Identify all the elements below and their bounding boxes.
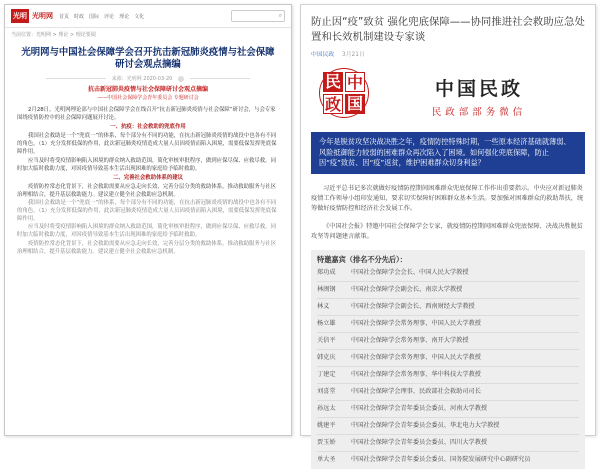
- share-icon[interactable]: [178, 76, 184, 82]
- expert-role: 中国社会保障学会理事、民政部社会救助司司长: [351, 387, 481, 395]
- expert-name: 单大圣: [317, 455, 336, 463]
- expert-row: [317, 336, 579, 346]
- expert-row: [317, 353, 579, 363]
- divider: [317, 451, 579, 452]
- site-logo-mark: 光明: [11, 9, 29, 23]
- expert-role: 中国社会保障学会青年委员会委员、河南大学教授: [351, 404, 488, 412]
- site-name: 光明网: [32, 12, 53, 20]
- divider: [190, 78, 250, 79]
- experts-card: [311, 250, 585, 469]
- section-heading: 一、抗疫：社会救助的兜底作用: [110, 124, 186, 131]
- divider: [317, 366, 579, 367]
- divider: [317, 400, 579, 401]
- expert-row: [317, 404, 579, 414]
- expert-name: 林闽钢: [317, 285, 336, 293]
- divider: [317, 349, 579, 350]
- site-nav: [59, 13, 144, 20]
- divider: [317, 332, 579, 333]
- expert-role: 中国社会保障学会常务理事、南开大学教授: [351, 336, 469, 344]
- source-link[interactable]: 中国民政: [311, 52, 335, 58]
- expert-name: 贾玉娇: [317, 438, 336, 446]
- nav-item[interactable]: 理论: [119, 13, 130, 20]
- expert-row: [317, 421, 579, 431]
- paragraph: 我国社会救助是一个“兜底一”的体系，每个部分有不同的功能，在抗击新冠肺炎疫情的战役中也各有不同的角色。（1）充分发挥低保的作用，此次新冠肺炎疫情造成大量人员因疫情而陷入困境，需要低保发挥兜底保障作用。: [17, 133, 277, 156]
- seal-char: 政: [324, 95, 341, 114]
- expert-name: 郑功成: [317, 268, 336, 276]
- masthead-text: [373, 74, 585, 118]
- expert-role: 中国社会保障学会常务理事、中国人民大学教授: [351, 319, 481, 327]
- divider: [46, 78, 106, 79]
- lead-subheading: ——中国社会保障学会青年委员会 专题研讨会: [97, 95, 199, 101]
- article-title: 防止因“疫”致贫 强化兜底保障——协同推进社会救助应急处置和长效机制建设专家谈: [311, 16, 585, 43]
- expert-row: [317, 302, 579, 312]
- nav-item[interactable]: 评论: [104, 13, 115, 20]
- paragraph: 《中国社会报》特邀中国社会保障学会专家，就疫情防控期间困难群众兜底保障、决战决胜脱贫攻坚等问题建言献策。: [311, 222, 583, 240]
- paragraph: 应当及时将受疫情影响陷入困境的群众纳入救助范围，简化审核审批程序，做到应保尽保、应救尽救。同时加大临时救助力度，对因疫情导致基本生活出现困难的家庭给予临时救助。: [17, 157, 276, 172]
- expert-name: 姚建平: [317, 421, 336, 429]
- masthead-name: 中国民政: [434, 78, 523, 100]
- experts-title: 特邀嘉宾（排名不分先后）：: [317, 254, 407, 264]
- divider: [317, 281, 579, 282]
- expert-role: 中国社会保障学会常务理事、华中科技大学教授: [351, 370, 481, 378]
- article-meta: [13, 75, 283, 82]
- expert-name: 刘喜堂: [317, 387, 336, 395]
- expert-name: 孙远太: [317, 404, 336, 412]
- masthead-banner: [311, 64, 585, 128]
- breadcrumb: 当前位置：光明网 > 理论 > 理论要闻: [11, 32, 96, 38]
- article-meta: [311, 49, 585, 58]
- expert-row: [317, 319, 579, 329]
- article-body: [17, 106, 279, 256]
- article-body: [311, 184, 585, 242]
- seal-char: 中: [346, 73, 363, 92]
- publish-date: 3月21日: [342, 52, 365, 58]
- paragraph: 疫情防控常态化背景下，社会救助需要从应急走向长效，完善分层分类的救助体系，推动救助服务与社区治理相结合，提升基层救助能力。建议建立健全社会救助应急机制。: [17, 183, 276, 198]
- nav-item[interactable]: 文化: [134, 13, 145, 20]
- paragraph: 习近平总书记多次就做好疫情防控期间困难群众兜底保障工作作出重要指示。中央应对新冠肺炎疫情工作领导小组印发通知，要求切实保障好困难群众基本生活。要加强对困难群众的救助帮扶，统筹做好疫情防控和经济社会发展工作。: [311, 184, 584, 212]
- expert-row: [317, 387, 579, 397]
- expert-role: 中国社会保障学会会长、中国人民大学教授: [351, 268, 469, 276]
- expert-role: 中国社会保障学会副会长、南京大学教授: [351, 285, 463, 293]
- divider: [317, 298, 579, 299]
- seal-char: 民: [324, 72, 341, 91]
- nav-item[interactable]: 首页: [59, 13, 70, 20]
- divider: [317, 417, 579, 418]
- lead-heading: 抗击新冠肺炎疫情与社会保障研讨会观点摘编: [87, 86, 208, 93]
- expert-role: 中国社会保障学会常务理事、中国人民大学教授: [351, 353, 481, 361]
- article-source-date: 来源：光明网 2020-03-20: [111, 76, 173, 82]
- expert-name: 丁建定: [317, 370, 336, 378]
- expert-name: 韩克庆: [317, 353, 336, 361]
- expert-row: [317, 285, 579, 295]
- section-heading: 二、完善社会救助体系的建议: [112, 174, 184, 181]
- seal-char: 国: [346, 94, 363, 113]
- article-title: 光明网与中国社会保障学会召开抗击新冠肺炎疫情与社会保障研讨会观点摘编: [21, 47, 275, 70]
- masthead-subtitle: 民政部部务微信: [431, 107, 527, 118]
- expert-name: 杨立雄: [317, 319, 336, 327]
- divider: [317, 383, 579, 384]
- paragraph: 2月28日，光明网理论部与中国社会保障学会在线召开“抗击新冠肺炎疫情与社会保障”研讨会，与会专家围绕疫情防控中的社会保障问题展开讨论。: [17, 107, 276, 122]
- search-input[interactable]: [231, 10, 285, 22]
- expert-row: [317, 268, 579, 278]
- paragraph: 应当及时将受疫情影响陷入困境的群众纳入救助范围，简化审核审批程序，做到应保尽保、应救尽救。同时加大临时救助力度，对因疫情导致基本生活出现困难的家庭给予临时救助。: [17, 224, 276, 239]
- site-logo[interactable]: [11, 9, 53, 23]
- expert-row: [317, 370, 579, 380]
- expert-row: [317, 438, 579, 448]
- intro-banner: 今年是脱贫攻坚决战决胜之年，疫情防控特殊时期，一些原本经济基础就薄弱、风险抵御能力较弱的困难群众再次陷入了困境。如何强化兜底保障，防止因“疫”致贫、因“疫”返贫，维护困难群众切身利益？: [311, 132, 585, 174]
- expert-role: 中国社会保障学会副会长、西南财经大学教授: [351, 302, 475, 310]
- expert-role: 中国社会保障学会青年委员会委员、四川大学教授: [351, 438, 488, 446]
- paragraph: 疫情防控常态化背景下，社会救助需要从应急走向长效，完善分层分类的救助体系，推动救助服务与社区治理相结合，提升基层救助能力。建议建立健全社会救助应急机制。: [17, 240, 276, 255]
- expert-role: 中国社会保障学会青年委员会委员、国务院发展研究中心副研究员: [351, 455, 531, 463]
- expert-role: 中国社会保障学会青年委员会委员、华北电力大学教授: [351, 421, 500, 429]
- site-header: [5, 5, 291, 28]
- right-article-screenshot: [300, 4, 596, 463]
- nav-item[interactable]: 国际: [89, 13, 100, 20]
- paragraph: 我国社会救助是一个“兜底一”的体系，每个部分有不同的功能，在抗击新冠肺炎疫情的战役中也各有不同的角色。（1）充分发挥低保的作用，此次新冠肺炎疫情造成大量人员因疫情而陷入困境，需要低保发挥兜底保障作用。: [17, 200, 277, 223]
- search-icon[interactable]: ⌕: [278, 12, 282, 19]
- divider: [317, 434, 579, 435]
- divider: [317, 315, 579, 316]
- expert-name: 关信平: [317, 336, 336, 344]
- expert-name: 林义: [317, 302, 330, 310]
- expert-row: [317, 455, 579, 465]
- left-article-screenshot: [4, 4, 292, 436]
- ministry-seal-logo: [317, 66, 373, 126]
- nav-item[interactable]: 时政: [74, 13, 85, 20]
